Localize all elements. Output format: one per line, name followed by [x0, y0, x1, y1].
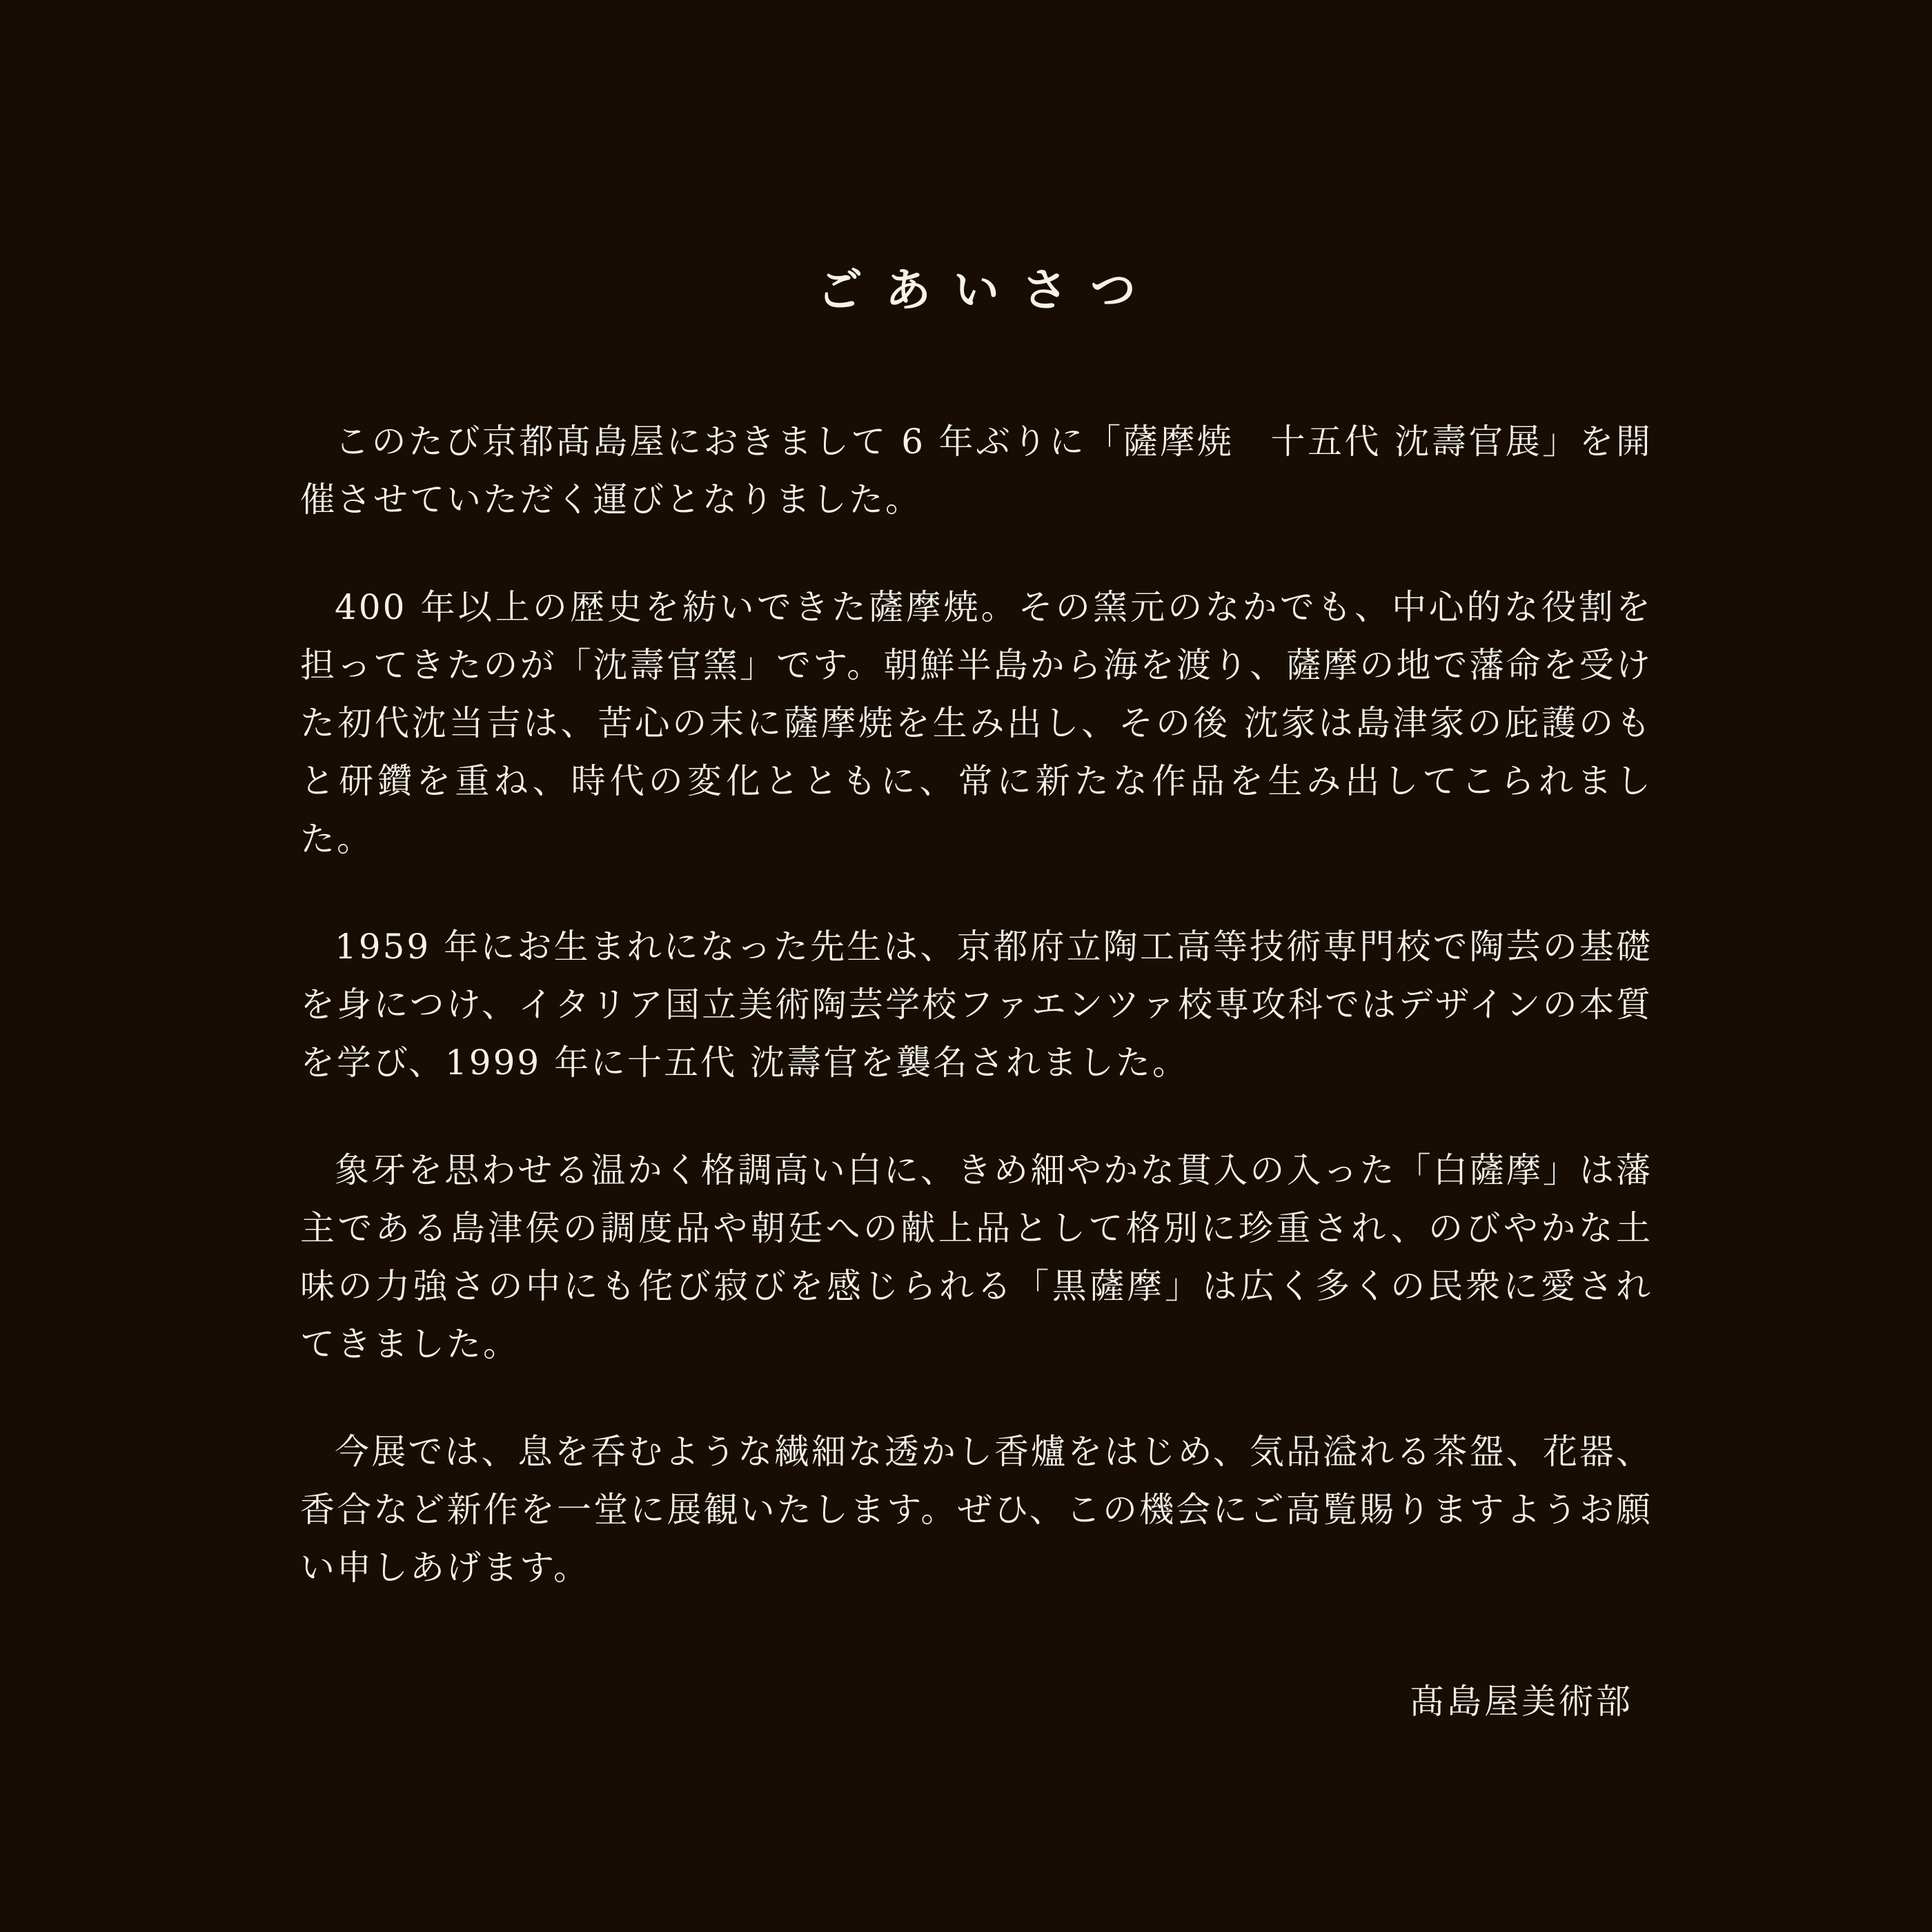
signature: 髙島屋美術部	[1410, 1682, 1633, 1722]
page-title: ごあいさつ	[817, 263, 1159, 317]
paragraph-biography: 1959 年にお生まれになった先生は、京都府立陶工高等技術専門校で陶芸の基礎を身につけ、イタリア国立美術陶芸学校ファエンツァ校専攻科ではデザインの本質を学び、1999 年に十五代 沈壽官を襲名されました。	[300, 927, 1653, 1083]
paragraph-shirosatsuma-kurosatsuma: 象牙を思わせる温かく格調高い白に、きめ細やかな貫入の入った「白薩摩」は藩主である島津侯の調度品や朝廷への献上品として格別に珍重され、のびやかな土味の力強さの中にも侘び寂びを感じられる「黒薩摩」は広く多くの民衆に愛されてきました。	[300, 1150, 1653, 1364]
paragraph-intro: このたび京都髙島屋におきまして 6 年ぶりに「薩摩焼 十五代 沈壽官展」を開催させていただく運びとなりました。	[300, 422, 1653, 520]
paragraph-history: 400 年以上の歴史を紡いできた薩摩焼。その窯元のなかでも、中心的な役割を担ってきたのが「沈壽官窯」です。朝鮮半島から海を渡り、薩摩の地で藩命を受けた初代沈当吉は、苦心の末に薩摩焼を生み出し、その後 沈家は島津家の庇護のもと研鑽を重ね、時代の変化とともに、常に新たな作品を生み出してこられました。	[300, 587, 1653, 859]
greeting-body	[300, 413, 1653, 1597]
paragraph-exhibition-invitation: 今展では、息を呑むような繊細な透かし香爐をはじめ、気品溢れる茶盌、花器、香合など新作を一堂に展観いたします。ぜひ、この機会にご高覧賜りますようお願い申しあげます。	[300, 1432, 1653, 1588]
